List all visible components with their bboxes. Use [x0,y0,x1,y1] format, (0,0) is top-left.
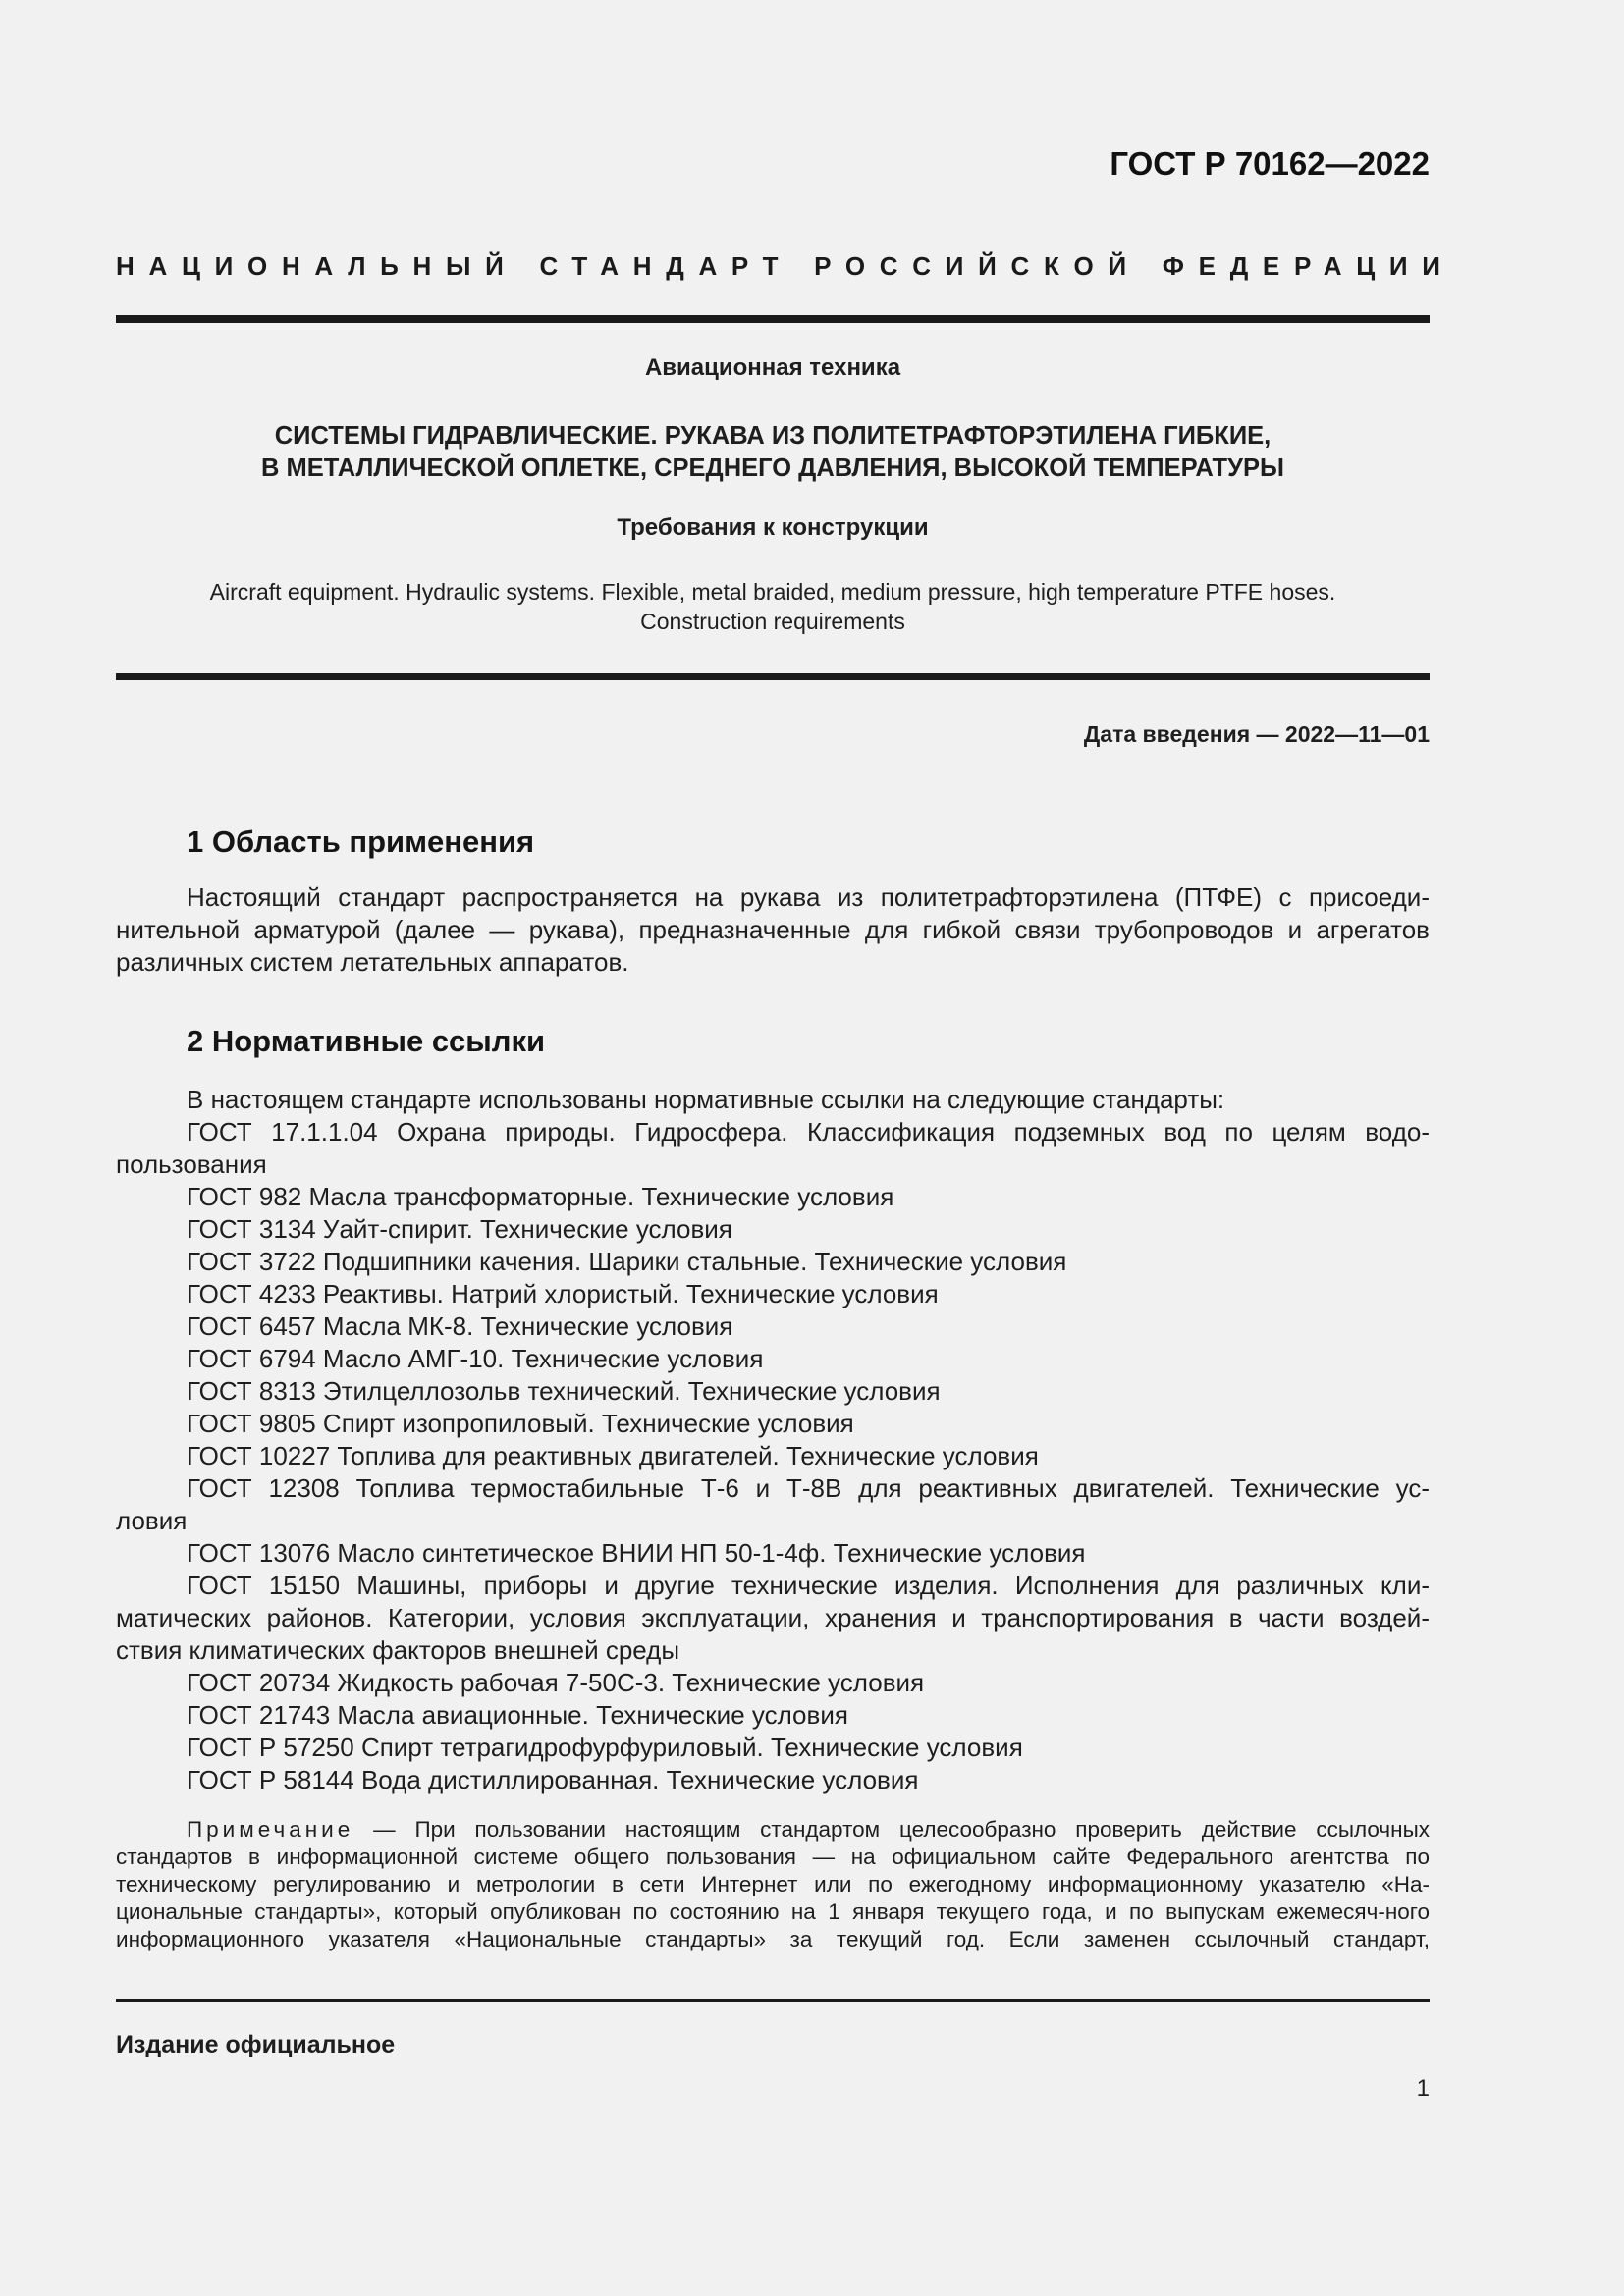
reference-item: ГОСТ Р 58144 Вода дистиллированная. Технические условия [187,1765,919,1794]
official-edition-label: Издание официальное [116,2031,396,2058]
document-title [116,420,1430,485]
reference-item: ГОСТ 12308 Топлива термостабильные Т-6 и Т-8В для реактивных двигателей. Технические ус- [187,1473,1430,1503]
reference-item-continuation: пользования [116,1149,267,1179]
reference-item: ГОСТ 13076 Масло синтетическое ВНИИ НП 50-1-4ф. Технические условия [187,1538,1086,1568]
english-title-line-2: Construction requirements [640,609,905,634]
normative-references [116,1084,1430,1796]
reference-item: ГОСТ 4233 Реактивы. Натрий хлористый. Технические условия [187,1279,939,1308]
section-1-heading: 1 Область применения [187,825,535,859]
national-standard-title: НАЦИОНАЛЬНЫЙ СТАНДАРТ РОССИЙСКОЙ ФЕДЕРАЦИИ [116,251,1455,281]
reference-item: ГОСТ 6457 Масла МК-8. Технические условия [187,1311,733,1341]
reference-item: ГОСТ 8313 Этилцеллозольв технический. Технические условия [187,1376,941,1406]
reference-item: ГОСТ 3134 Уайт-спирит. Технические условия [187,1214,732,1244]
reference-item: ГОСТ 9805 Спирт изопропиловый. Технические условия [187,1409,854,1438]
subject-title: Авиационная техника [644,354,901,381]
bottom-rule [116,1999,1430,2002]
top-rule [116,315,1430,323]
document-title-line-1: СИСТЕМЫ ГИДРАВЛИЧЕСКИЕ. РУКАВА ИЗ ПОЛИТЕТРАФТОРЭТИЛЕНА ГИБКИЕ, [274,422,1272,450]
reference-item: ГОСТ 17.1.1.04 Охрана природы. Гидросфера. Классификация подземных вод по целям водо- [187,1117,1430,1147]
reference-item: ГОСТ 21743 Масла авиационные. Технические условия [187,1700,848,1730]
document-title-line-2: В МЕТАЛЛИЧЕСКОЙ ОПЛЕТКЕ, СРЕДНЕГО ДАВЛЕНИЯ, ВЫСОКОЙ ТЕМПЕРАТУРЫ [261,454,1284,482]
note-paragraph [116,1816,1430,1953]
english-title-line-1: Aircraft equipment. Hydraulic systems. Flexible, metal braided, medium pressure, high temperature PTFE hoses. [209,579,1336,605]
requirements-subtitle: Требования к конструкции [617,514,929,541]
introduction-date: Дата введения — 2022—11—01 [1083,721,1430,747]
document-page [116,0,1455,2296]
note-label: Примечание [187,1817,354,1842]
standard-number: ГОСТ Р 70162—2022 [1110,145,1430,182]
references-intro: В настоящем стандарте использованы нормативные ссылки на следующие стандарты: [187,1085,1225,1114]
reference-item: ГОСТ Р 57250 Спирт тетрагидрофурфуриловый. Технические условия [187,1733,1023,1762]
reference-item: ГОСТ 3722 Подшипники качения. Шарики стальные. Технические условия [187,1247,1067,1276]
reference-item: ГОСТ 6794 Масло АМГ-10. Технические условия [187,1344,764,1373]
reference-item: ГОСТ 20734 Жидкость рабочая 7-50С-3. Технические условия [187,1668,925,1697]
section-2-heading: 2 Нормативные ссылки [187,1024,546,1058]
reference-item-continuation: ловия [116,1506,188,1535]
reference-item-continuation: ствия климатических факторов внешней среды [116,1635,680,1665]
note-text: — При пользовании настоящим стандартом целесообразно проверить действие ссылочных стандартов в информационной системе общего пользования — на официальном сайте Федерального агентства по техническому регулированию и метрологии в сети Интернет или по ежегодному информационному указателю «На-циональные стандарты», который опубликован по состоянию на 1 января текущего года, и по выпускам ежемесяч-ного информационного указателя «Национальные стандарты» за текущий год. Если заменен ссылочный стандарт, [116,1817,1430,1951]
middle-rule [116,673,1430,680]
english-title [116,577,1430,636]
reference-item: ГОСТ 15150 Машины, приборы и другие технические изделия. Исполнения для различных кли- [187,1571,1430,1600]
page-number: 1 [1416,2075,1430,2102]
reference-item: ГОСТ 982 Масла трансформаторные. Технические условия [187,1182,894,1211]
reference-item: ГОСТ 10227 Топлива для реактивных двигателей. Технические условия [187,1441,1039,1470]
reference-item-continuation: матических районов. Категории, условия эксплуатации, хранения и транспортирования в части воздей- [116,1603,1430,1632]
section-1-paragraph [116,881,1430,979]
section-1-text: Настоящий стандарт распространяется на рукава из политетрафторэтилена (ПТФЕ) с присоеди-нительной арматурой (далее — рукава), предназначенные для гибкой связи трубопроводов и агрегатов различных систем летательных аппаратов. [116,882,1430,977]
